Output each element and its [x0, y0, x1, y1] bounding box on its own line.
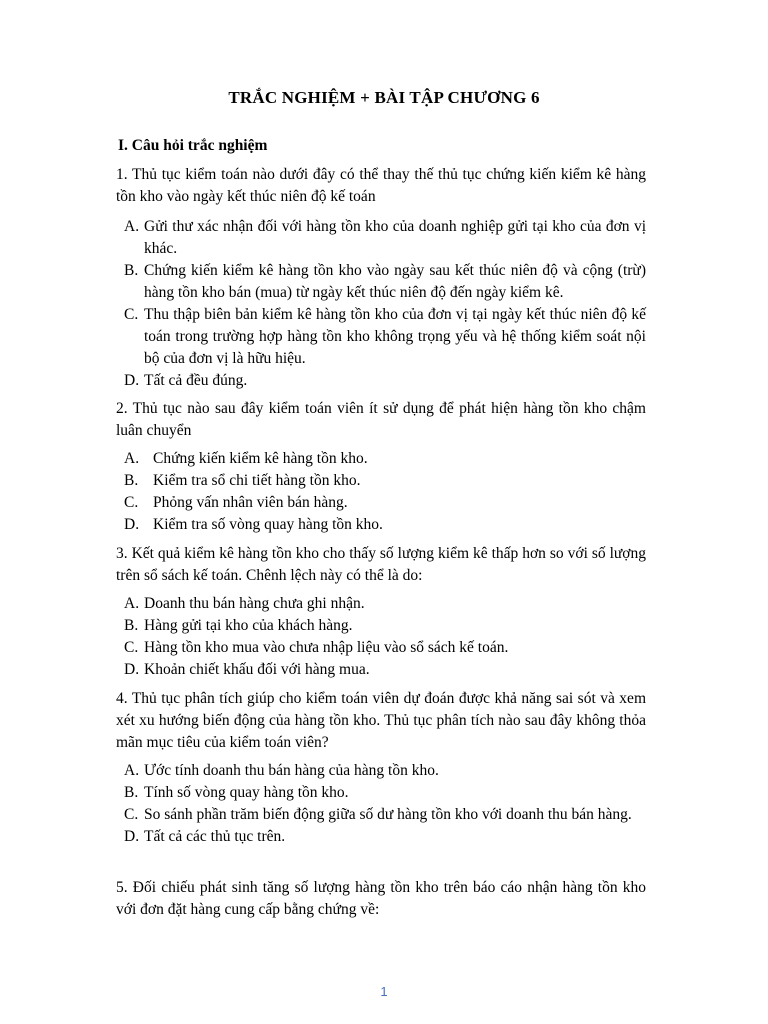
question-4-options: [124, 760, 646, 848]
question-2: 2. Thủ tục nào sau đây kiểm toán viên ít sử dụng để phát hiện hàng tồn kho chậm luân chuyển: [116, 400, 646, 439]
option-1c: C. Thu thập biên bản kiểm kê hàng tồn kho của đơn vị tại ngày kết thúc niên độ kế toán trong trường hợp hàng tồn kho không trọng yếu và hệ thống kiểm soát nội bộ của đơn vị là hữu hiệu.: [124, 306, 646, 367]
question-1-options: [124, 216, 646, 392]
page-number: 1: [380, 984, 388, 999]
question-4: 4. Thủ tục phân tích giúp cho kiểm toán viên dự đoán được khả năng sai sót và xem xét xu hướng biến động của hàng tồn kho. Thủ tục phân tích nào sau đây không thỏa mãn mục tiêu của kiểm toán viên?: [116, 690, 646, 751]
option-4b: B. Tính số vòng quay hàng tồn kho.: [124, 784, 349, 801]
option-2a: A. Chứng kiến kiểm kê hàng tồn kho.: [124, 450, 368, 467]
question-3-options: [124, 593, 646, 681]
option-2b: B. Kiểm tra sổ chi tiết hàng tồn kho.: [124, 472, 361, 489]
option-2d: D. Kiểm tra số vòng quay hàng tồn kho.: [124, 516, 383, 533]
question-3: 3. Kết quả kiểm kê hàng tồn kho cho thấy số lượng kiểm kê thấp hơn so với số lượng trên sổ sách kế toán. Chênh lệch này có thể là do:: [116, 545, 646, 584]
option-2c: C. Phỏng vấn nhân viên bán hàng.: [124, 494, 348, 511]
option-3a: A. Doanh thu bán hàng chưa ghi nhận.: [124, 595, 365, 612]
question-1: 1. Thủ tục kiểm toán nào dưới đây có thể thay thế thủ tục chứng kiến kiểm kê hàng tồn kho vào ngày kết thúc niên độ kế toán: [116, 166, 646, 205]
option-1b: B. Chứng kiến kiểm kê hàng tồn kho vào ngày sau kết thúc niên độ và cộng (trừ) hàng tồn kho bán (mua) từ ngày kết thúc niên độ đến ngày kiểm kê.: [124, 262, 646, 301]
option-4a: A. Ước tính doanh thu bán hàng của hàng tồn kho.: [124, 762, 439, 779]
document-title: TRẮC NGHIỆM + BÀI TẬP CHƯƠNG 6: [228, 88, 540, 107]
option-4d: D. Tất cả các thủ tục trên.: [124, 828, 286, 845]
question-5: 5. Đối chiếu phát sinh tăng số lượng hàng tồn kho trên báo cáo nhận hàng tồn kho với đơn đặt hàng cung cấp bằng chứng về:: [116, 879, 646, 918]
section-heading: I. Câu hỏi trắc nghiệm: [118, 137, 268, 154]
option-4c: C. So sánh phần trăm biến động giữa số dư hàng tồn kho với doanh thu bán hàng.: [124, 806, 632, 823]
option-3b: B. Hàng gửi tại kho của khách hàng.: [124, 617, 353, 634]
option-1a: A. Gửi thư xác nhận đối với hàng tồn kho của doanh nghiệp gửi tại kho của đơn vị khác.: [124, 218, 646, 257]
option-1d: D. Tất cả đều đúng.: [124, 372, 248, 389]
question-2-options: [124, 448, 646, 536]
option-3d: D. Khoản chiết khấu đối với hàng mua.: [124, 661, 370, 678]
option-3c: C. Hàng tồn kho mua vào chưa nhập liệu vào sổ sách kế toán.: [124, 639, 509, 656]
